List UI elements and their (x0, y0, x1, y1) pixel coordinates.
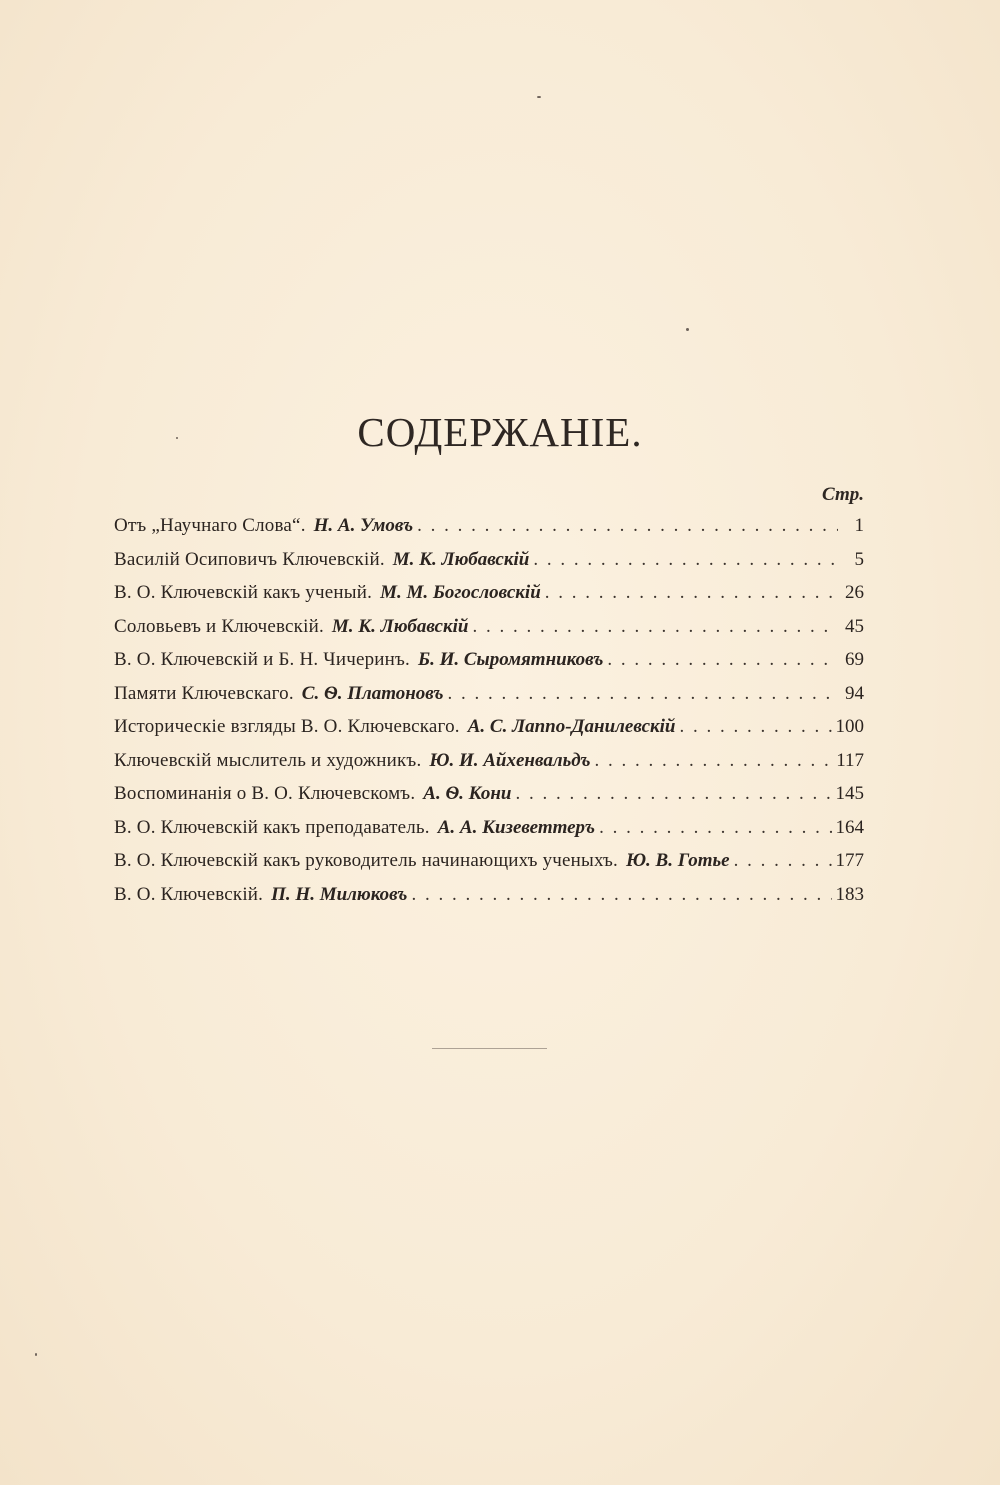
entry-title: Василій Осиповичъ Ключевскій. (114, 548, 385, 570)
entry-page-number: 5 (854, 548, 864, 570)
toc-entry (114, 744, 864, 778)
toc-entry (114, 576, 864, 610)
entry-author: М. К. Любавскій (392, 548, 530, 570)
toc-entry (114, 710, 864, 744)
page-title: СОДЕРЖАНІЕ. (357, 409, 643, 455)
dot-leader (734, 844, 832, 878)
entry-page-number: 177 (835, 850, 864, 871)
toc-entry (114, 643, 864, 677)
entry-author: Ю. В. Готье (625, 850, 730, 871)
table-of-contents (114, 509, 864, 911)
entry-page-number: 117 (836, 749, 864, 771)
dot-leader (545, 576, 838, 610)
entry-title: В. О. Ключевскій какъ ученый. (114, 582, 373, 603)
dot-leader (533, 543, 838, 577)
entry-title: Отъ „Научнаго Слова“. (114, 515, 306, 536)
dot-leader (607, 643, 838, 677)
entry-title: Историческіе взгляды В. О. Ключевскаго. (114, 716, 460, 737)
entry-page-number: 1 (854, 515, 864, 536)
dot-leader (448, 677, 838, 711)
entry-title: В. О. Ключевскій и Б. Н. Чичеринъ. (114, 649, 410, 670)
entry-title: Памяти Ключевскаго. (114, 682, 294, 704)
paper-speck (686, 328, 689, 331)
toc-entry (114, 811, 864, 845)
entry-author: П. Н. Милюковъ (271, 883, 408, 905)
dot-leader (411, 878, 831, 912)
dot-leader (417, 509, 838, 543)
entry-author: М. М. Богословскій (380, 582, 541, 603)
entry-page-number: 94 (845, 682, 864, 704)
page-column-header: Стр. (822, 484, 864, 505)
dot-leader (599, 811, 831, 845)
entry-page-number: 69 (845, 649, 864, 670)
toc-entry (114, 543, 864, 577)
entry-title: Ключевскій мыслитель и художникъ. (114, 749, 422, 771)
entry-page-number: 145 (835, 783, 864, 804)
toc-entry (114, 509, 864, 543)
entry-author: А. Ѳ. Кони (423, 783, 512, 804)
closing-rule (432, 1048, 547, 1049)
dot-leader (594, 744, 832, 778)
entry-page-number: 26 (845, 582, 864, 603)
entry-title: Воспоминанія о В. О. Ключевскомъ. (114, 783, 416, 804)
dot-leader (472, 610, 838, 644)
entry-page-number: 45 (845, 615, 864, 637)
entry-title: В. О. Ключевскій какъ преподаватель. (114, 816, 430, 838)
entry-author: Н. А. Умовъ (313, 515, 414, 536)
toc-entry (114, 878, 864, 912)
entry-author: А. С. Лаппо-Данилевскій (467, 716, 676, 737)
entry-title: В. О. Ключевскій какъ руководитель начинающихъ ученыхъ. (114, 850, 618, 871)
toc-entry (114, 677, 864, 711)
dot-leader (680, 710, 832, 744)
paper-speck (537, 96, 541, 98)
toc-entry (114, 844, 864, 878)
toc-entry (114, 777, 864, 811)
entry-author: Ю. И. Айхенвальдъ (429, 749, 591, 771)
entry-author: А. А. Кизеветтеръ (437, 816, 596, 838)
entry-author: М. К. Любавскій (331, 615, 469, 637)
dot-leader (515, 777, 831, 811)
paper-speck (35, 1353, 37, 1356)
entry-page-number: 164 (835, 816, 864, 838)
entry-page-number: 183 (835, 883, 864, 905)
toc-entry (114, 610, 864, 644)
entry-author: Б. И. Сыромятниковъ (418, 649, 604, 670)
entry-title: В. О. Ключевскій. (114, 883, 264, 905)
entry-page-number: 100 (835, 716, 864, 737)
entry-title: Соловьевъ и Ключевскій. (114, 615, 324, 637)
entry-author: С. Ѳ. Платоновъ (301, 682, 444, 704)
